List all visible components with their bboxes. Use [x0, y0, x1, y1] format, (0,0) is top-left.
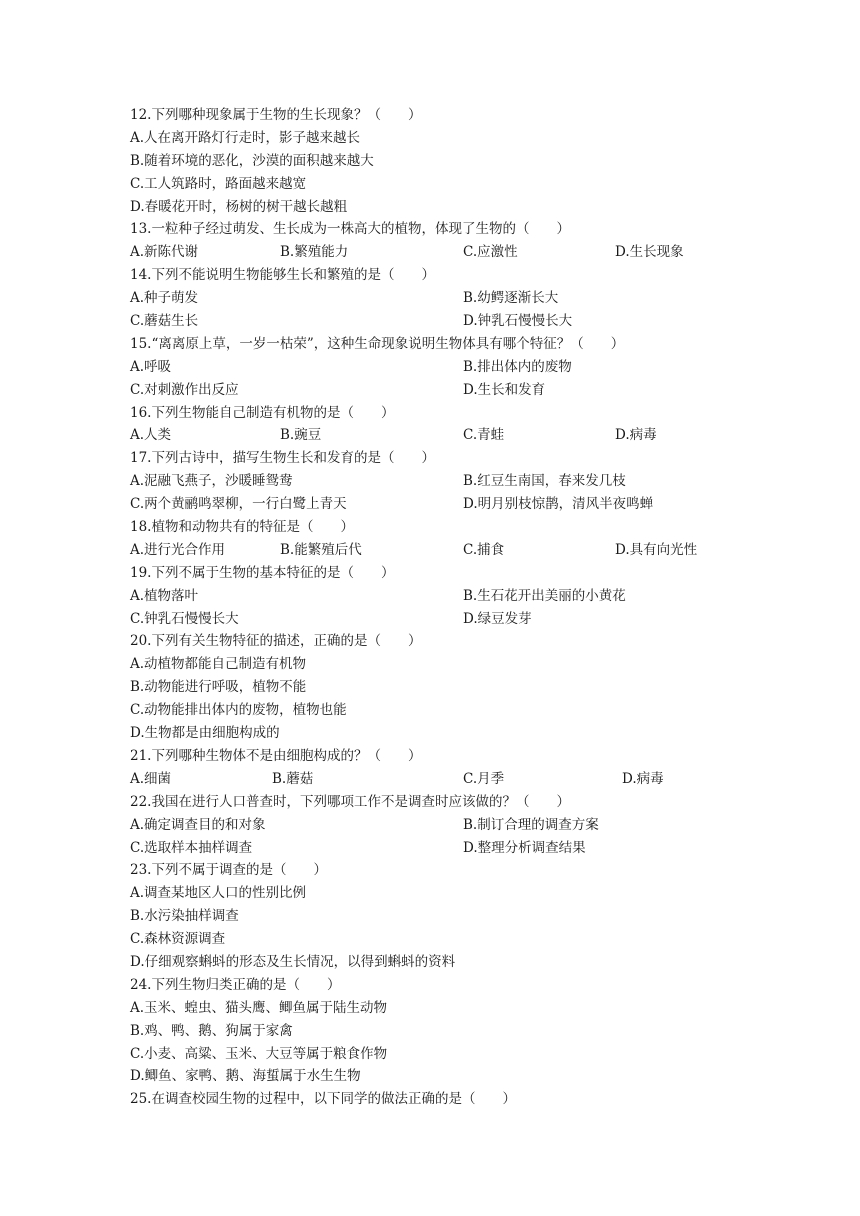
option: D.春暖花开时，杨树的树干越长越粗	[130, 198, 348, 215]
question-stem: 20.下列有关生物特征的描述，正确的是（ ）	[130, 633, 422, 650]
option: B.生石花开出美丽的小黄花	[463, 587, 626, 604]
question-stem: 25.在调查校园生物的过程中，以下同学的做法正确的是（ ）	[130, 1091, 516, 1108]
options-row	[130, 608, 750, 631]
question-stem: 16.下列生物能自己制造有机物的是（ ）	[130, 404, 395, 421]
options-row	[130, 837, 750, 860]
option: A.确定调查目的和对象	[130, 816, 266, 833]
options-row	[130, 493, 750, 516]
option: B.随着环境的恶化，沙漠的面积越来越大	[130, 152, 374, 169]
option: C.钟乳石慢慢长大	[130, 610, 239, 627]
option: B.繁殖能力	[280, 244, 349, 261]
option: A.种子萌发	[130, 290, 199, 307]
option: A.进行光合作用	[130, 541, 226, 558]
option: C.蘑菇生长	[130, 313, 199, 330]
options-row	[130, 241, 750, 264]
option: C.青蛙	[463, 427, 505, 444]
option: C.两个黄鹂鸣翠柳，一行白鹭上青天	[130, 496, 347, 513]
options-row	[130, 379, 750, 402]
option: A.人类	[130, 427, 172, 444]
options-row	[130, 424, 750, 447]
option: D.绿豆发芽	[463, 610, 532, 627]
question-stem: 14.下列不能说明生物能够生长和繁殖的是（ ）	[130, 267, 435, 284]
question-stem: 23.下列不属于调查的是（ ）	[130, 862, 327, 879]
option: B.水污染抽样调查	[130, 908, 239, 925]
option: C.捕食	[463, 541, 505, 558]
question-stem: 12.下列哪种现象属于生物的生长现象？（ ）	[130, 107, 422, 123]
option: A.植物落叶	[130, 587, 199, 604]
option: B.动物能进行呼吸，植物不能	[130, 679, 307, 696]
question-stem: 18.植物和动物共有的特征是（ ）	[130, 519, 354, 536]
options-row	[130, 287, 750, 310]
options-row	[130, 814, 750, 837]
option: C.工人筑路时，路面越来越宽	[130, 175, 307, 192]
option: D.病毒	[615, 427, 657, 444]
option: C.小麦、高粱、玉米、大豆等属于粮食作物	[130, 1045, 388, 1062]
option: A.新陈代谢	[130, 244, 199, 261]
options-row	[130, 470, 750, 493]
option: A.玉米、蝗虫、猫头鹰、鲫鱼属于陆生动物	[130, 999, 388, 1016]
option: C.月季	[463, 770, 505, 787]
option: C.对刺激作出反应	[130, 381, 239, 398]
option: A.人在离开路灯行走时，影子越来越长	[130, 129, 361, 146]
option: B.鸡、鸭、鹅、狗属于家禽	[130, 1022, 293, 1039]
option: D.生长现象	[615, 244, 684, 261]
option: B.能繁殖后代	[280, 541, 362, 558]
question-stem: 24.下列生物归类正确的是（ ）	[130, 976, 341, 993]
question-stem: 15.“离离原上草，一岁一枯荣”，这种生命现象说明生物体具有哪个特征？（ ）	[130, 335, 625, 352]
question-stem: 13.一粒种子经过萌发、生长成为一株高大的植物，体现了生物的（ ）	[130, 221, 570, 238]
option: C.选取样本抽样调查	[130, 839, 253, 856]
option: B.制订合理的调查方案	[463, 816, 599, 833]
option: D.钟乳石慢慢长大	[463, 313, 573, 330]
options-row	[130, 539, 750, 562]
option: A.细菌	[130, 770, 172, 787]
option: B.幼鳄逐渐长大	[463, 290, 559, 307]
option: A.泥融飞燕子，沙暖睡鸳鸯	[130, 473, 293, 490]
options-row	[130, 310, 750, 333]
option: D.整理分析调查结果	[463, 839, 586, 856]
question-stem: 17.下列古诗中，描写生物生长和发育的是（ ）	[130, 450, 435, 467]
option: C.森林资源调查	[130, 931, 226, 948]
option: A.动植物都能自己制造有机物	[130, 656, 307, 673]
question-list	[130, 104, 750, 1111]
option: B.红豆生南国，春来发几枝	[463, 473, 626, 490]
option: D.鲫鱼、家鸭、鹅、海蜇属于水生生物	[130, 1068, 361, 1085]
option: D.生长和发育	[463, 381, 546, 398]
option: A.调查某地区人口的性别比例	[130, 885, 307, 902]
question-stem: 21.下列哪种生物体不是由细胞构成的？（ ）	[130, 747, 422, 764]
option: B.排出体内的废物	[463, 358, 572, 375]
question-stem: 22.我国在进行人口普查时，下列哪项工作不是调查时应该做的？（ ）	[130, 793, 570, 810]
options-row	[130, 356, 750, 379]
question-stem: 19.下列不属于生物的基本特征的是（ ）	[130, 564, 395, 581]
options-row	[130, 768, 750, 791]
option: D.明月别枝惊鹊，清风半夜鸣蝉	[463, 496, 654, 513]
option: D.病毒	[622, 770, 664, 787]
option: A.呼吸	[130, 358, 172, 375]
options-row	[130, 585, 750, 608]
option: D.生物都是由细胞构成的	[130, 725, 280, 742]
option: C.应激性	[463, 244, 518, 261]
option: D.仔细观察蝌蚪的形态及生长情况，以得到蝌蚪的资料	[130, 953, 456, 970]
option: C.动物能排出体内的废物，植物也能	[130, 702, 347, 719]
option: B.蘑菇	[272, 770, 314, 787]
option: B.豌豆	[280, 427, 322, 444]
option: D.具有向光性	[615, 541, 698, 558]
